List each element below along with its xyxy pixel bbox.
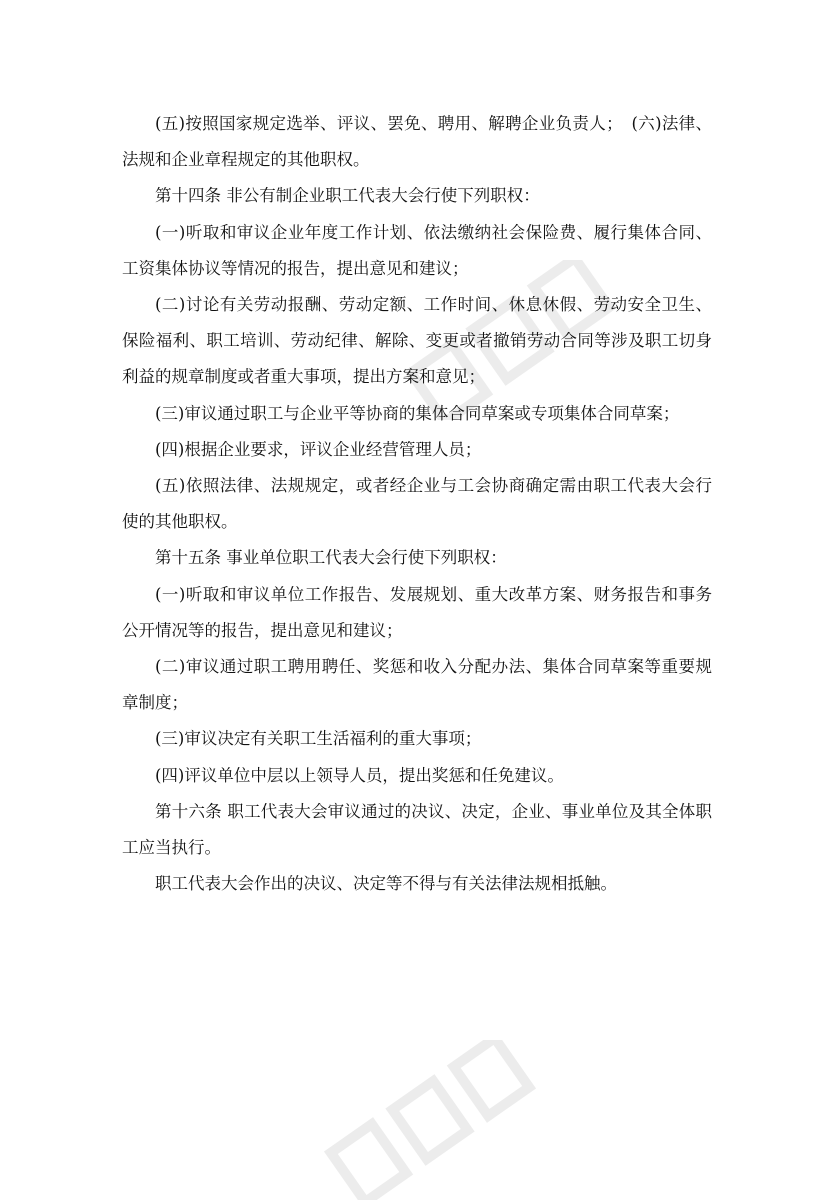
- article-heading: 第十四条 非公有制企业职工代表大会行使下列职权：: [155, 186, 540, 206]
- paragraph: (五)依照法律、法规规定，或者经企业与工会协商确定需由职工代表大会行使的其他职权。: [122, 476, 712, 532]
- paragraph: (二)讨论有关劳动报酬、劳动定额、工作时间、休息休假、劳动安全卫生、保险福利、职工培训、劳动纪律、解除、变更或者撤销劳动合同等涉及职工切身利益的规章制度或者重大事项，提出方案和意见；: [122, 295, 712, 387]
- paragraph: (二)审议通过职工聘用聘任、奖惩和收入分配办法、集体合同草案等重要规章制度；: [122, 657, 712, 713]
- watermark-stamp: [300, 1040, 560, 1200]
- paragraph: (一)听取和审议企业年度工作计划、依法缴纳社会保险费、履行集体合同、工资集体协议等情况的报告，提出意见和建议；: [122, 222, 712, 278]
- document-body: [122, 106, 712, 902]
- article-heading: 第十五条 事业单位职工代表大会行使下列职权：: [155, 548, 507, 568]
- paragraph: (一)听取和审议单位工作报告、发展规划、重大改革方案、财务报告和事务公开情况等的报告，提出意见和建议；: [122, 584, 712, 640]
- paragraph: (四)根据企业要求，评议企业经营管理人员；: [155, 439, 482, 459]
- paragraph: 职工代表大会作出的决议、决定等不得与有关法律法规相抵触。: [155, 874, 617, 894]
- paragraph: (三)审议通过职工与企业平等协商的集体合同草案或专项集体合同草案；: [155, 403, 680, 423]
- article-heading: 第十六条 职工代表大会审议通过的决议、决定，企业、事业单位及其全体职工应当执行。: [122, 801, 712, 858]
- paragraph: (五)按照国家规定选举、评议、罢免、聘用、解聘企业负责人； (六)法律、法规和企业章程规定的其他职权。: [122, 114, 712, 170]
- paragraph: (三)审议决定有关职工生活福利的重大事项；: [155, 729, 482, 749]
- paragraph: (四)评议单位中层以上领导人员，提出奖惩和任免建议。: [155, 765, 564, 785]
